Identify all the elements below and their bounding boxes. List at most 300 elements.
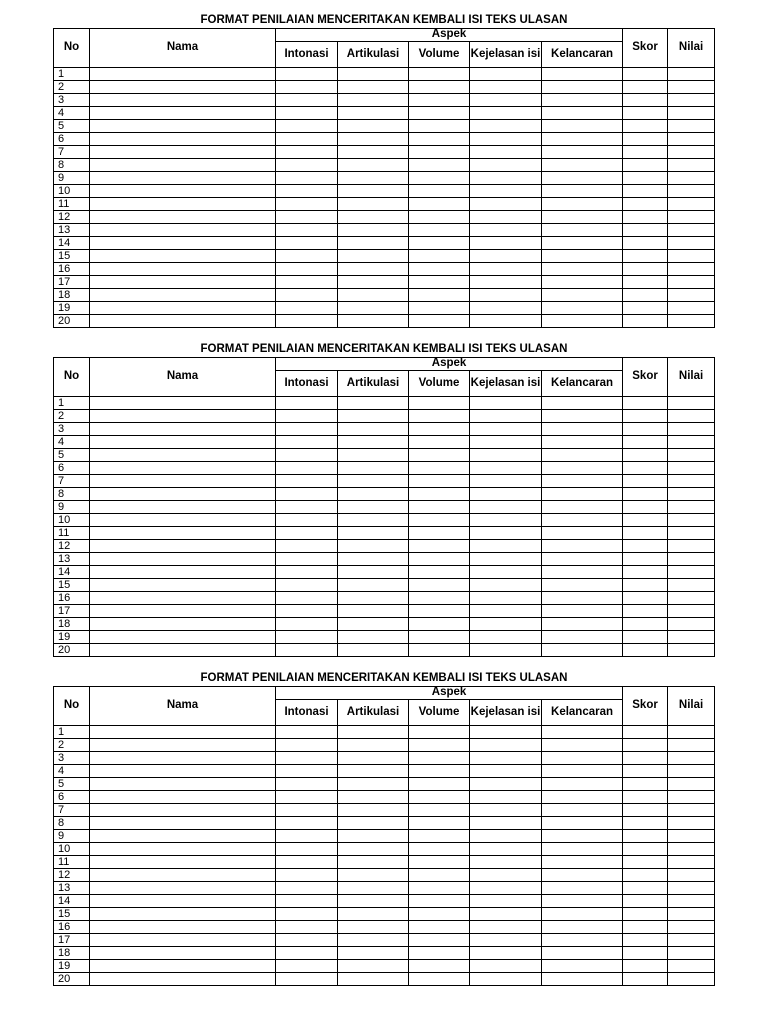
empty-cell[interactable] (470, 882, 542, 895)
empty-cell[interactable] (542, 449, 623, 462)
empty-cell[interactable] (542, 882, 623, 895)
empty-cell[interactable] (409, 514, 470, 527)
empty-cell[interactable] (276, 462, 338, 475)
empty-cell[interactable] (470, 869, 542, 882)
empty-cell[interactable] (276, 739, 338, 752)
empty-cell[interactable] (470, 289, 542, 302)
empty-cell[interactable] (668, 592, 715, 605)
empty-cell[interactable] (409, 263, 470, 276)
empty-cell[interactable] (668, 631, 715, 644)
empty-cell[interactable] (276, 449, 338, 462)
empty-cell[interactable] (276, 752, 338, 765)
empty-cell[interactable] (90, 423, 276, 436)
empty-cell[interactable] (470, 146, 542, 159)
empty-cell[interactable] (90, 185, 276, 198)
empty-cell[interactable] (90, 752, 276, 765)
empty-cell[interactable] (276, 159, 338, 172)
empty-cell[interactable] (668, 882, 715, 895)
empty-cell[interactable] (409, 869, 470, 882)
empty-cell[interactable] (542, 224, 623, 237)
empty-cell[interactable] (668, 185, 715, 198)
empty-cell[interactable] (276, 921, 338, 934)
empty-cell[interactable] (90, 68, 276, 81)
empty-cell[interactable] (542, 276, 623, 289)
empty-cell[interactable] (623, 276, 668, 289)
empty-cell[interactable] (276, 908, 338, 921)
empty-cell[interactable] (668, 146, 715, 159)
empty-cell[interactable] (668, 973, 715, 986)
empty-cell[interactable] (668, 765, 715, 778)
empty-cell[interactable] (90, 843, 276, 856)
empty-cell[interactable] (276, 765, 338, 778)
empty-cell[interactable] (623, 921, 668, 934)
empty-cell[interactable] (276, 778, 338, 791)
empty-cell[interactable] (668, 908, 715, 921)
empty-cell[interactable] (623, 198, 668, 211)
empty-cell[interactable] (338, 185, 409, 198)
empty-cell[interactable] (542, 921, 623, 934)
empty-cell[interactable] (668, 921, 715, 934)
empty-cell[interactable] (623, 488, 668, 501)
empty-cell[interactable] (409, 895, 470, 908)
empty-cell[interactable] (623, 726, 668, 739)
empty-cell[interactable] (409, 133, 470, 146)
empty-cell[interactable] (668, 739, 715, 752)
empty-cell[interactable] (668, 726, 715, 739)
empty-cell[interactable] (542, 107, 623, 120)
empty-cell[interactable] (409, 856, 470, 869)
empty-cell[interactable] (90, 133, 276, 146)
empty-cell[interactable] (409, 778, 470, 791)
empty-cell[interactable] (90, 726, 276, 739)
empty-cell[interactable] (623, 618, 668, 631)
empty-cell[interactable] (90, 553, 276, 566)
empty-cell[interactable] (90, 172, 276, 185)
empty-cell[interactable] (409, 237, 470, 250)
empty-cell[interactable] (668, 94, 715, 107)
empty-cell[interactable] (409, 423, 470, 436)
empty-cell[interactable] (409, 553, 470, 566)
empty-cell[interactable] (623, 869, 668, 882)
empty-cell[interactable] (409, 289, 470, 302)
empty-cell[interactable] (338, 120, 409, 133)
empty-cell[interactable] (668, 869, 715, 882)
empty-cell[interactable] (623, 397, 668, 410)
empty-cell[interactable] (668, 791, 715, 804)
empty-cell[interactable] (276, 263, 338, 276)
empty-cell[interactable] (90, 276, 276, 289)
empty-cell[interactable] (90, 410, 276, 423)
empty-cell[interactable] (470, 198, 542, 211)
empty-cell[interactable] (276, 488, 338, 501)
empty-cell[interactable] (542, 423, 623, 436)
empty-cell[interactable] (409, 94, 470, 107)
empty-cell[interactable] (470, 791, 542, 804)
empty-cell[interactable] (276, 276, 338, 289)
empty-cell[interactable] (90, 804, 276, 817)
empty-cell[interactable] (668, 605, 715, 618)
empty-cell[interactable] (623, 514, 668, 527)
empty-cell[interactable] (90, 618, 276, 631)
empty-cell[interactable] (276, 726, 338, 739)
empty-cell[interactable] (90, 739, 276, 752)
empty-cell[interactable] (409, 644, 470, 657)
empty-cell[interactable] (276, 423, 338, 436)
empty-cell[interactable] (623, 250, 668, 263)
empty-cell[interactable] (338, 726, 409, 739)
empty-cell[interactable] (409, 882, 470, 895)
empty-cell[interactable] (542, 618, 623, 631)
empty-cell[interactable] (409, 947, 470, 960)
empty-cell[interactable] (623, 830, 668, 843)
empty-cell[interactable] (338, 869, 409, 882)
empty-cell[interactable] (338, 631, 409, 644)
empty-cell[interactable] (409, 566, 470, 579)
empty-cell[interactable] (623, 856, 668, 869)
empty-cell[interactable] (338, 843, 409, 856)
empty-cell[interactable] (668, 224, 715, 237)
empty-cell[interactable] (409, 960, 470, 973)
empty-cell[interactable] (623, 211, 668, 224)
empty-cell[interactable] (542, 592, 623, 605)
empty-cell[interactable] (623, 540, 668, 553)
empty-cell[interactable] (409, 436, 470, 449)
empty-cell[interactable] (90, 237, 276, 250)
empty-cell[interactable] (338, 527, 409, 540)
empty-cell[interactable] (276, 540, 338, 553)
empty-cell[interactable] (90, 501, 276, 514)
empty-cell[interactable] (409, 791, 470, 804)
empty-cell[interactable] (470, 449, 542, 462)
empty-cell[interactable] (542, 68, 623, 81)
empty-cell[interactable] (338, 276, 409, 289)
empty-cell[interactable] (668, 947, 715, 960)
empty-cell[interactable] (90, 765, 276, 778)
empty-cell[interactable] (338, 94, 409, 107)
empty-cell[interactable] (90, 934, 276, 947)
empty-cell[interactable] (90, 778, 276, 791)
empty-cell[interactable] (409, 605, 470, 618)
empty-cell[interactable] (668, 315, 715, 328)
empty-cell[interactable] (338, 830, 409, 843)
empty-cell[interactable] (90, 908, 276, 921)
empty-cell[interactable] (542, 462, 623, 475)
empty-cell[interactable] (470, 263, 542, 276)
empty-cell[interactable] (470, 107, 542, 120)
empty-cell[interactable] (276, 605, 338, 618)
empty-cell[interactable] (623, 631, 668, 644)
empty-cell[interactable] (409, 146, 470, 159)
empty-cell[interactable] (668, 553, 715, 566)
empty-cell[interactable] (409, 81, 470, 94)
empty-cell[interactable] (623, 553, 668, 566)
empty-cell[interactable] (338, 423, 409, 436)
empty-cell[interactable] (542, 895, 623, 908)
empty-cell[interactable] (338, 449, 409, 462)
empty-cell[interactable] (668, 618, 715, 631)
empty-cell[interactable] (668, 263, 715, 276)
empty-cell[interactable] (470, 631, 542, 644)
empty-cell[interactable] (470, 830, 542, 843)
empty-cell[interactable] (338, 475, 409, 488)
empty-cell[interactable] (90, 605, 276, 618)
empty-cell[interactable] (90, 830, 276, 843)
empty-cell[interactable] (623, 605, 668, 618)
empty-cell[interactable] (623, 237, 668, 250)
empty-cell[interactable] (276, 94, 338, 107)
empty-cell[interactable] (470, 618, 542, 631)
empty-cell[interactable] (90, 817, 276, 830)
empty-cell[interactable] (338, 133, 409, 146)
empty-cell[interactable] (90, 462, 276, 475)
empty-cell[interactable] (542, 791, 623, 804)
empty-cell[interactable] (470, 579, 542, 592)
empty-cell[interactable] (409, 475, 470, 488)
empty-cell[interactable] (90, 514, 276, 527)
empty-cell[interactable] (276, 514, 338, 527)
empty-cell[interactable] (668, 527, 715, 540)
empty-cell[interactable] (276, 436, 338, 449)
empty-cell[interactable] (276, 81, 338, 94)
empty-cell[interactable] (542, 250, 623, 263)
empty-cell[interactable] (470, 804, 542, 817)
empty-cell[interactable] (276, 856, 338, 869)
empty-cell[interactable] (276, 120, 338, 133)
empty-cell[interactable] (409, 804, 470, 817)
empty-cell[interactable] (338, 592, 409, 605)
empty-cell[interactable] (276, 618, 338, 631)
empty-cell[interactable] (623, 817, 668, 830)
empty-cell[interactable] (470, 817, 542, 830)
empty-cell[interactable] (668, 423, 715, 436)
empty-cell[interactable] (90, 224, 276, 237)
empty-cell[interactable] (668, 644, 715, 657)
empty-cell[interactable] (470, 159, 542, 172)
empty-cell[interactable] (409, 68, 470, 81)
empty-cell[interactable] (542, 973, 623, 986)
empty-cell[interactable] (470, 81, 542, 94)
empty-cell[interactable] (470, 315, 542, 328)
empty-cell[interactable] (668, 501, 715, 514)
empty-cell[interactable] (470, 973, 542, 986)
empty-cell[interactable] (90, 869, 276, 882)
empty-cell[interactable] (276, 315, 338, 328)
empty-cell[interactable] (542, 869, 623, 882)
empty-cell[interactable] (470, 739, 542, 752)
empty-cell[interactable] (276, 410, 338, 423)
empty-cell[interactable] (668, 856, 715, 869)
empty-cell[interactable] (409, 449, 470, 462)
empty-cell[interactable] (338, 778, 409, 791)
empty-cell[interactable] (338, 579, 409, 592)
empty-cell[interactable] (668, 237, 715, 250)
empty-cell[interactable] (338, 315, 409, 328)
empty-cell[interactable] (90, 488, 276, 501)
empty-cell[interactable] (542, 553, 623, 566)
empty-cell[interactable] (542, 211, 623, 224)
empty-cell[interactable] (276, 830, 338, 843)
empty-cell[interactable] (623, 592, 668, 605)
empty-cell[interactable] (542, 172, 623, 185)
empty-cell[interactable] (542, 817, 623, 830)
empty-cell[interactable] (338, 107, 409, 120)
empty-cell[interactable] (90, 107, 276, 120)
empty-cell[interactable] (90, 263, 276, 276)
empty-cell[interactable] (542, 644, 623, 657)
empty-cell[interactable] (338, 908, 409, 921)
empty-cell[interactable] (90, 592, 276, 605)
empty-cell[interactable] (409, 198, 470, 211)
empty-cell[interactable] (90, 449, 276, 462)
empty-cell[interactable] (623, 527, 668, 540)
empty-cell[interactable] (276, 250, 338, 263)
empty-cell[interactable] (276, 934, 338, 947)
empty-cell[interactable] (409, 527, 470, 540)
empty-cell[interactable] (623, 133, 668, 146)
empty-cell[interactable] (668, 81, 715, 94)
empty-cell[interactable] (668, 752, 715, 765)
empty-cell[interactable] (542, 397, 623, 410)
empty-cell[interactable] (542, 315, 623, 328)
empty-cell[interactable] (276, 973, 338, 986)
empty-cell[interactable] (623, 882, 668, 895)
empty-cell[interactable] (542, 289, 623, 302)
empty-cell[interactable] (470, 605, 542, 618)
empty-cell[interactable] (623, 843, 668, 856)
empty-cell[interactable] (90, 540, 276, 553)
empty-cell[interactable] (338, 804, 409, 817)
empty-cell[interactable] (338, 410, 409, 423)
empty-cell[interactable] (90, 579, 276, 592)
empty-cell[interactable] (623, 947, 668, 960)
empty-cell[interactable] (90, 146, 276, 159)
empty-cell[interactable] (338, 289, 409, 302)
empty-cell[interactable] (470, 644, 542, 657)
empty-cell[interactable] (668, 895, 715, 908)
empty-cell[interactable] (409, 120, 470, 133)
empty-cell[interactable] (668, 410, 715, 423)
empty-cell[interactable] (338, 882, 409, 895)
empty-cell[interactable] (470, 856, 542, 869)
empty-cell[interactable] (623, 120, 668, 133)
empty-cell[interactable] (668, 107, 715, 120)
empty-cell[interactable] (276, 895, 338, 908)
empty-cell[interactable] (470, 211, 542, 224)
empty-cell[interactable] (542, 527, 623, 540)
empty-cell[interactable] (668, 960, 715, 973)
empty-cell[interactable] (338, 553, 409, 566)
empty-cell[interactable] (542, 436, 623, 449)
empty-cell[interactable] (276, 960, 338, 973)
empty-cell[interactable] (542, 566, 623, 579)
empty-cell[interactable] (470, 895, 542, 908)
empty-cell[interactable] (470, 947, 542, 960)
empty-cell[interactable] (276, 146, 338, 159)
empty-cell[interactable] (90, 644, 276, 657)
empty-cell[interactable] (338, 172, 409, 185)
empty-cell[interactable] (623, 436, 668, 449)
empty-cell[interactable] (338, 644, 409, 657)
empty-cell[interactable] (276, 804, 338, 817)
empty-cell[interactable] (623, 315, 668, 328)
empty-cell[interactable] (338, 752, 409, 765)
empty-cell[interactable] (542, 410, 623, 423)
empty-cell[interactable] (542, 540, 623, 553)
empty-cell[interactable] (542, 830, 623, 843)
empty-cell[interactable] (542, 475, 623, 488)
empty-cell[interactable] (668, 843, 715, 856)
empty-cell[interactable] (276, 133, 338, 146)
empty-cell[interactable] (338, 302, 409, 315)
empty-cell[interactable] (338, 895, 409, 908)
empty-cell[interactable] (409, 752, 470, 765)
empty-cell[interactable] (668, 250, 715, 263)
empty-cell[interactable] (276, 947, 338, 960)
empty-cell[interactable] (623, 501, 668, 514)
empty-cell[interactable] (470, 488, 542, 501)
empty-cell[interactable] (542, 579, 623, 592)
empty-cell[interactable] (90, 250, 276, 263)
empty-cell[interactable] (409, 726, 470, 739)
empty-cell[interactable] (623, 752, 668, 765)
empty-cell[interactable] (542, 263, 623, 276)
empty-cell[interactable] (90, 198, 276, 211)
empty-cell[interactable] (409, 579, 470, 592)
empty-cell[interactable] (470, 960, 542, 973)
empty-cell[interactable] (668, 159, 715, 172)
empty-cell[interactable] (276, 224, 338, 237)
empty-cell[interactable] (276, 68, 338, 81)
empty-cell[interactable] (409, 276, 470, 289)
empty-cell[interactable] (668, 540, 715, 553)
empty-cell[interactable] (276, 631, 338, 644)
empty-cell[interactable] (470, 250, 542, 263)
empty-cell[interactable] (409, 843, 470, 856)
empty-cell[interactable] (276, 644, 338, 657)
empty-cell[interactable] (409, 540, 470, 553)
empty-cell[interactable] (470, 553, 542, 566)
empty-cell[interactable] (623, 895, 668, 908)
empty-cell[interactable] (542, 81, 623, 94)
empty-cell[interactable] (668, 133, 715, 146)
empty-cell[interactable] (338, 462, 409, 475)
empty-cell[interactable] (470, 540, 542, 553)
empty-cell[interactable] (470, 475, 542, 488)
empty-cell[interactable] (276, 869, 338, 882)
empty-cell[interactable] (338, 739, 409, 752)
empty-cell[interactable] (542, 488, 623, 501)
empty-cell[interactable] (276, 501, 338, 514)
empty-cell[interactable] (623, 289, 668, 302)
empty-cell[interactable] (409, 410, 470, 423)
empty-cell[interactable] (409, 765, 470, 778)
empty-cell[interactable] (409, 973, 470, 986)
empty-cell[interactable] (338, 81, 409, 94)
empty-cell[interactable] (470, 436, 542, 449)
empty-cell[interactable] (409, 224, 470, 237)
empty-cell[interactable] (90, 631, 276, 644)
empty-cell[interactable] (542, 908, 623, 921)
empty-cell[interactable] (623, 107, 668, 120)
empty-cell[interactable] (276, 566, 338, 579)
empty-cell[interactable] (409, 921, 470, 934)
empty-cell[interactable] (623, 410, 668, 423)
empty-cell[interactable] (623, 908, 668, 921)
empty-cell[interactable] (338, 198, 409, 211)
empty-cell[interactable] (470, 726, 542, 739)
empty-cell[interactable] (623, 68, 668, 81)
empty-cell[interactable] (409, 830, 470, 843)
